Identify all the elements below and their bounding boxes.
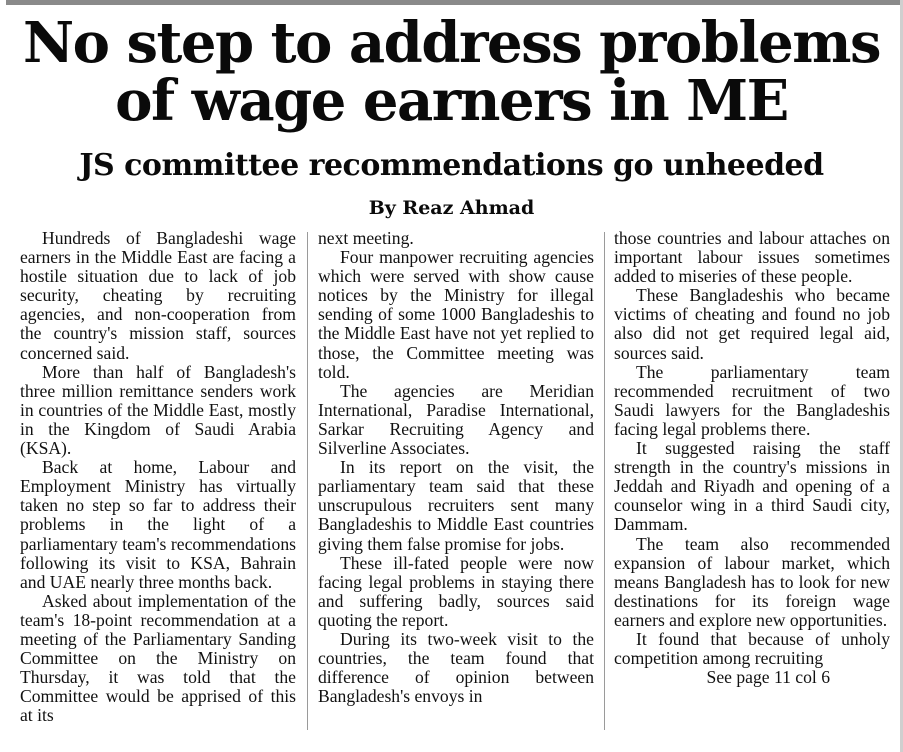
paragraph: It found that because of unholy competition among recruiting <box>614 628 890 669</box>
paragraph: During its two-week visit to the countries, the team found that difference of opinion between Bangladesh's envoys in <box>318 628 594 707</box>
paragraph: The team also recommended expansion of labour market, which means Bangladesh has to look for new destinations for its foreign wage earners and explore new opportunities. <box>614 533 890 630</box>
paragraph: Asked about implementation of the team's 18-point recommendation at a meeting of the Parliamentary Sanding Committee on the Ministry on Thursday, it was told that the Committee would be apprised of this at its <box>20 590 296 726</box>
paragraph: The agencies are Meridian International, Paradise International, Sarkar Recruiting Agency and Silverline Associates. <box>318 380 594 459</box>
article-column-3 <box>614 229 890 687</box>
paragraph: These Bangladeshis who became victims of cheating and found no job also did not get required legal aid, sources said. <box>614 285 890 363</box>
paragraph: Four manpower recruiting agencies which were served with show cause notices by the Ministry for illegal sending of some 1000 Bangladeshis to the Middle East have not yet replied to those, the Committee meeting was told. <box>318 247 594 382</box>
paragraph: In its report on the visit, the parliamentary team said that these unscrupulous recruiters sent many Bangladeshis to Middle East countries giving them false promise for jobs. <box>318 457 594 554</box>
headline-line-1: No step to address problems <box>22 10 881 76</box>
paragraph-continuation: those countries and labour attaches on important labour issues sometimes added to miseries of these people. <box>614 228 890 287</box>
article-column-1 <box>20 229 296 725</box>
paragraph-continuation: next meeting. <box>318 228 414 248</box>
top-rule <box>6 0 903 5</box>
paragraph: More than half of Bangladesh's three million remittance senders work in countries of the Middle East, mostly in the Kingdom of Saudi Arabia (KSA). <box>20 361 296 459</box>
paragraph: These ill-fated people were now facing legal problems in staying there and suffering badly, sources said quoting the report. <box>318 552 594 630</box>
column-divider <box>604 232 605 730</box>
column-divider <box>307 232 308 730</box>
paragraph: The parliamentary team recommended recruitment of two Saudi lawyers for the Bangladeshis facing legal problems there. <box>614 361 890 439</box>
paragraph: Back at home, Labour and Employment Ministry has virtually taken no step so far to address their problems in the light of a parliamentary team's recommendations following its visit to KSA, Bahrain and UAE nearly three months back. <box>20 457 296 592</box>
jump-line: See page 11 col 6 <box>706 667 830 688</box>
headline-line-2: of wage earners in ME <box>115 68 788 134</box>
headline <box>0 10 903 134</box>
subheadline: JS committee recommendations go unheeded <box>79 148 824 183</box>
paragraph: Hundreds of Bangladeshi wage earners in the Middle East are facing a hostile situation due to lack of job security, cheating by recruiting agencies, and non-cooperation from the country's mission staff, sources concerned said. <box>20 228 296 363</box>
article-column-2 <box>318 229 594 706</box>
paragraph: It suggested raising the staff strength in the country's missions in Jeddah and Riyadh and opening of a counselor wing in a third Saudi city, Dammam. <box>614 438 890 535</box>
byline: By Reaz Ahmad <box>368 197 535 219</box>
